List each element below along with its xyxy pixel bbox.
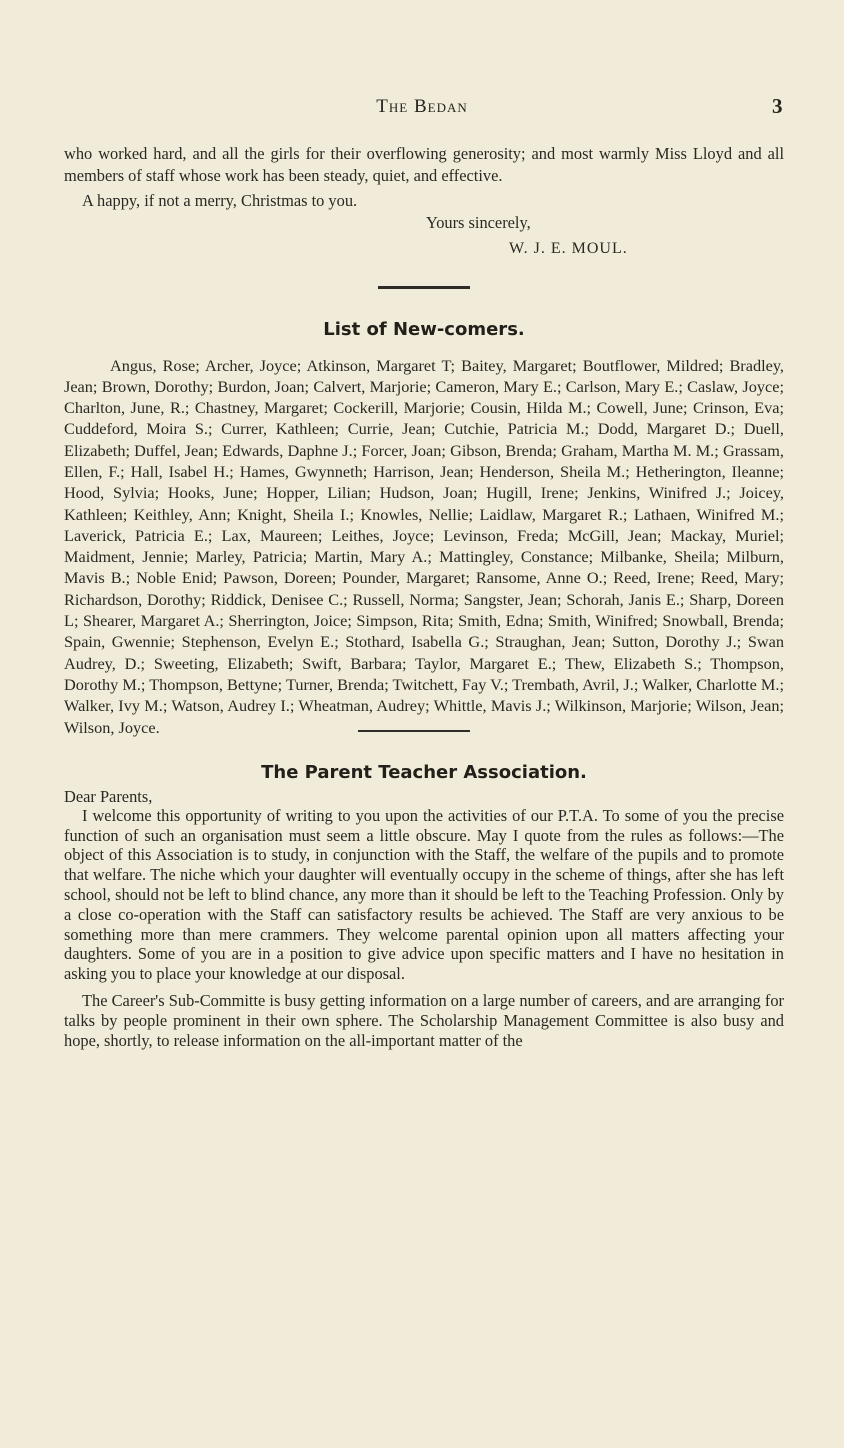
section-divider xyxy=(378,286,470,289)
pta-heading: The Parent Teacher Association. xyxy=(261,761,587,783)
newcomers-heading: List of New-comers. xyxy=(323,318,525,340)
pta-paragraph-2: The Career's Sub-Committe is busy getting information on a large number of careers, and are arranging for talks by people prominent in their own sphere. The Scholarship Management Committee is also busy and hope, shortly, to release information on the all-important matter of the xyxy=(64,991,784,1050)
pta-salutation: Dear Parents, xyxy=(64,786,153,806)
page-number: 3 xyxy=(772,94,783,118)
page-content xyxy=(64,143,784,1050)
letter-paragraph-end: who worked hard, and all the girls for their overflowing generosity; and most warmly Miss Lloyd and all members of staff whose work has been steady, quiet, and effective. xyxy=(64,144,784,185)
newcomers-list: Angus, Rose; Archer, Joyce; Atkinson, Margaret T; Baitey, Margaret; Boutflower, Mildred; Bradley, Jean; Brown, Dorothy; Burdon, Joan; Calvert, Marjorie; Cameron, Mary E.; Carlson, Mary E.; Caslaw, Joyce; Charlton, June, R.; Chastney, Margaret; Cockerill, Marjorie; Cousin, Hilda M.; Cowell, June; Crinson, Eva; Cuddeford, Moira S.; Currer, Kathleen; Currie, Jean; Cutchie, Patricia M.; Dodd, Margaret D.; Duell, Elizabeth; Duffel, Jean; Edwards, Daphne J.; Forcer, Joan; Gibson, Brenda; Graham, Martha M. M.; Grassam, Ellen, F.; Hall, Isabel H.; Hames, Gwynneth; Harrison, Jean; Henderson, Sheila M.; Hetherington, Ileanne; Hood, Sylvia; Hooks, June; Hopper, Lilian; Hudson, Joan; Hugill, Irene; Jenkins, Winifred J.; Joicey, Kathleen; Keithley, Ann; Knight, Sheila I.; Knowles, Nellie; Laidlaw, Margaret R.; Lathaen, Winifred M.; Laverick, Patricia E.; Lax, Maureen; Leithes, Joyce; Levinson, Freda; McGill, Jean; Mackay, Muriel; Maidment, Jennie; Marley, Patricia; Martin, Mary A.; Mattingley, Constance; Milbanke, Sheila; Milburn, Mavis B.; Noble Enid; Pawson, Doreen; Pounder, Margaret; Ransome, Anne O.; Reed, Irene; Reed, Mary; Richardson, Dorothy; Riddick, Denisee C.; Russell, Norma; Sangster, Jean; Schorah, Janis E.; Sharp, Doreen L; Shearer, Margaret A.; Sherrington, Joice; Simpson, Rita; Smith, Edna; Smith, Winifred; Snowball, Brenda; Spain, Gwennie; Stephenson, Evelyn E.; Stothard, Isabella G.; Straughan, Jean; Sutton, Dorothy J.; Swan Audrey, D.; Sweeting, Elizabeth; Swift, Barbara; Taylor, Margaret E.; Thew, Elizabeth S.; Thompson, Dorothy M.; Thompson, Bettyne; Turner, Brenda; Twitchett, Fay V.; Trembath, Avril, J.; Walker, Charlotte M.; Walker, Ivy M.; Watson, Audrey I.; Wheatman, Audrey; Whittle, Mavis J.; Wilkinson, Marjorie; Wilson, Jean; Wilson, Joyce. xyxy=(64,355,784,737)
section-divider-short xyxy=(358,730,470,732)
letter-closing-wish: A happy, if not a merry, Christmas to you. xyxy=(82,191,358,210)
letter-valediction: Yours sincerely, xyxy=(426,212,531,232)
running-title: The Bedan xyxy=(376,96,468,117)
pta-paragraph-1: I welcome this opportunity of writing to you upon the activities of our P.T.A. To some of you the precise function of such an organisation must seem a little obscure. May I quote from the rules as follows:—The object of this Association is to study, in conjunction with the Staff, the welfare of the pupils and to promote that welfare. The niche which your daughter will eventually occupy in the scheme of things, after she has left school, should not be left to blind chance, any more than it should be left to the Teaching Profession. Only by a close co-operation with the Staff can satisfactory results be achieved. The Staff are very anxious to be something more than mere crammers. They welcome parental opinion upon all matters affecting your daughters. Some of you are in a position to give advice upon specific matters and I have no hesitation in asking you to place your knowledge at our disposal. xyxy=(64,805,784,984)
letter-signature: W. J. E. MOUL. xyxy=(509,240,628,257)
